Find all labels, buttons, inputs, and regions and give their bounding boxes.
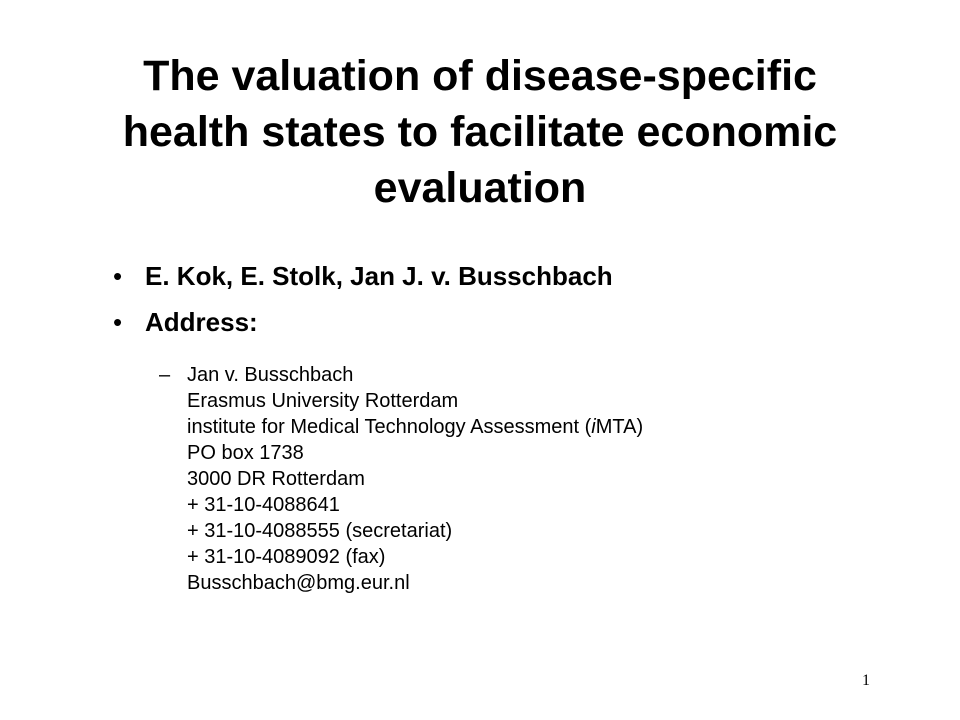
address-heading: Address: <box>145 307 258 337</box>
address-phone-secretariat: + 31-10-4088555 (secretariat) <box>187 520 453 542</box>
sub-bullet-marker: – <box>159 364 171 386</box>
institute-italic: i <box>591 416 596 438</box>
slide-title <box>40 48 920 216</box>
title-line-2: health states to facilitate economic <box>122 108 838 156</box>
address-block <box>113 362 643 596</box>
address-po-box: PO box 1738 <box>187 442 304 464</box>
bullet-list <box>113 256 893 348</box>
title-line-1: The valuation of disease-specific <box>143 52 817 100</box>
address-city: 3000 DR Rotterdam <box>187 468 365 490</box>
address-institution: Erasmus University Rotterdam <box>187 390 459 412</box>
bullet-address <box>113 302 893 342</box>
address-name: Jan v. Busschbach <box>187 364 354 386</box>
bullet-marker: • <box>113 307 123 337</box>
authors-text: E. Kok, E. Stolk, Jan J. v. Busschbach <box>145 261 613 291</box>
address-fax: + 31-10-4089092 (fax) <box>187 546 386 568</box>
page-number: 1 <box>862 672 870 689</box>
address-email: Busschbach@bmg.eur.nl <box>187 572 410 594</box>
bullet-authors <box>113 256 893 296</box>
bullet-marker: • <box>113 261 123 291</box>
institute-prefix: institute for Medical Technology Assessment ( <box>187 416 592 438</box>
institute-suffix: MTA) <box>595 416 644 438</box>
title-line-3: evaluation <box>373 164 587 212</box>
address-institute <box>187 414 643 440</box>
address-phone: + 31-10-4088641 <box>187 494 340 516</box>
